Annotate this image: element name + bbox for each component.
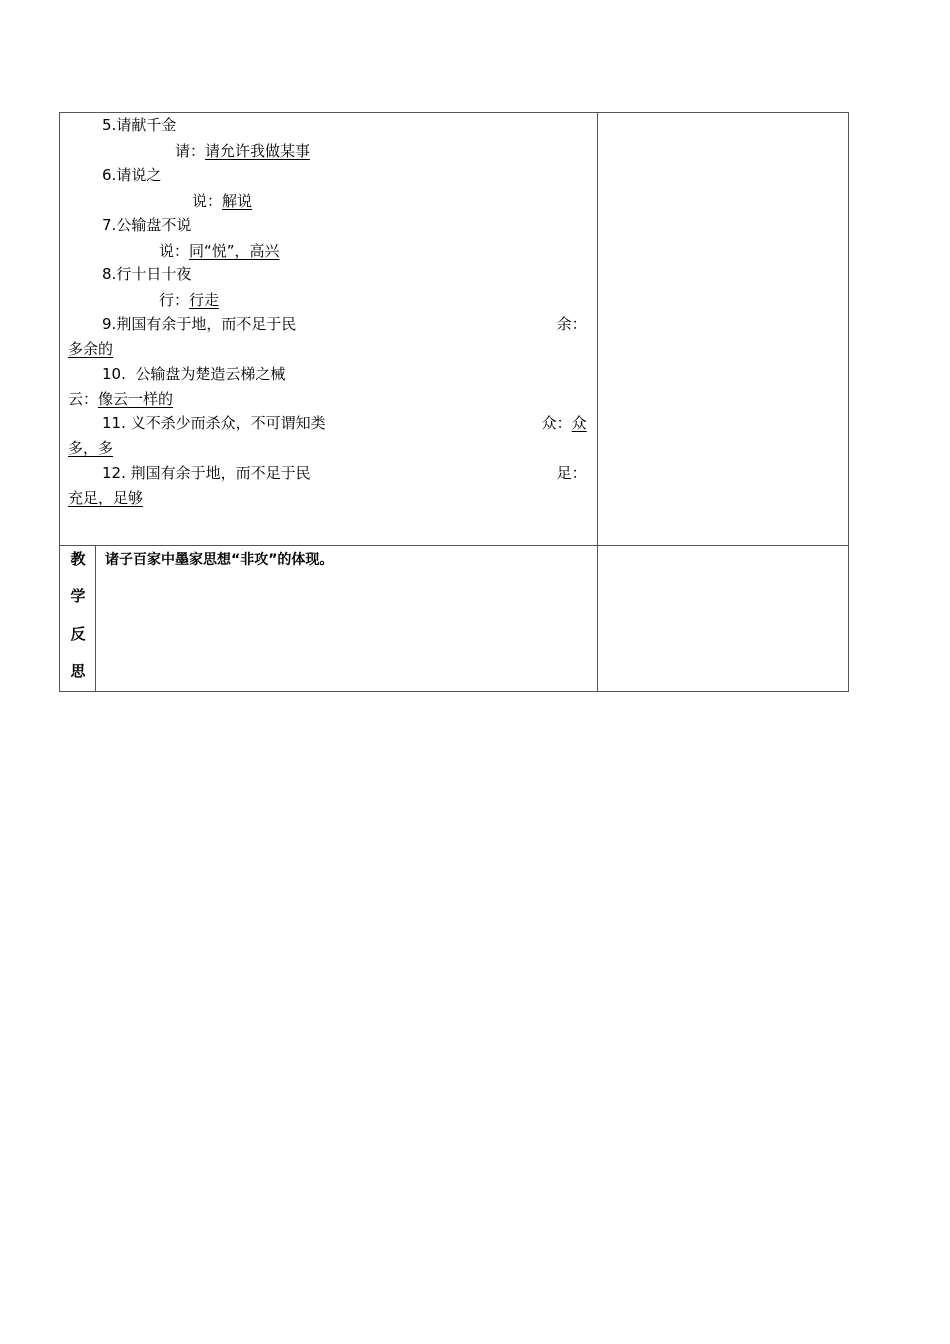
- notes-cell: [60, 113, 598, 546]
- item-11-gloss: [68, 438, 113, 458]
- gloss-key: 说：: [192, 192, 223, 210]
- item-number: 8.: [102, 265, 117, 283]
- gloss-key: 众：: [541, 414, 572, 432]
- reflection-text: 诸子百家中墨家思想“非攻”的体现。: [105, 552, 334, 568]
- item-phrase: 行十日十夜: [116, 265, 192, 283]
- label-char: 思: [70, 662, 86, 680]
- item-phrase: 义不杀少而杀众，不可谓知类: [130, 414, 326, 432]
- item-12-key: 足：: [556, 464, 587, 482]
- item-12-line: [102, 463, 311, 483]
- item-phrase: 公输盘为楚造云梯之械: [135, 365, 286, 383]
- gloss-meaning-start: 众: [571, 414, 587, 432]
- item-5-line: [102, 115, 176, 135]
- item-6-gloss: [192, 191, 252, 211]
- word-notes: [60, 113, 597, 545]
- gloss-meaning: 多，多: [68, 439, 114, 457]
- item-phrase: 请献千金: [116, 116, 177, 134]
- reflection-label: [60, 546, 95, 691]
- gloss-key: 行：: [159, 291, 190, 309]
- item-number: 12.: [102, 464, 126, 482]
- item-phrase: 请说之: [116, 166, 162, 184]
- item-10-line: [102, 364, 285, 384]
- item-phrase: 公输盘不说: [116, 216, 192, 234]
- item-8-line: [102, 264, 191, 284]
- gloss-meaning: 行走: [189, 291, 220, 309]
- gloss-meaning: 请允许我做某事: [205, 142, 311, 160]
- reflection-label-cell: [60, 546, 96, 692]
- label-char: 反: [70, 625, 86, 643]
- item-number: 11.: [102, 414, 126, 432]
- reflection-content-cell: [96, 546, 598, 692]
- item-phrase: 荆国有余于地，而不足于民: [130, 464, 311, 482]
- item-number: 7.: [102, 216, 117, 234]
- gloss-meaning: 同“悦”，高兴: [189, 242, 280, 260]
- item-number: 6.: [102, 166, 117, 184]
- item-number: 5.: [102, 116, 117, 134]
- gloss-meaning: 像云一样的: [98, 390, 174, 408]
- label-char: 教: [70, 550, 86, 568]
- item-11-line: [102, 413, 326, 433]
- gloss-key: 请：: [175, 142, 206, 160]
- gloss-meaning: 充足，足够: [68, 489, 144, 507]
- notes-side-cell: [597, 113, 848, 546]
- gloss-key: 说：: [159, 242, 190, 260]
- item-8-gloss: [159, 290, 219, 310]
- item-6-line: [102, 165, 161, 185]
- gloss-meaning: 多余的: [68, 340, 114, 358]
- item-number: 9.: [102, 315, 117, 333]
- item-11-key: [542, 413, 587, 433]
- gloss-meaning: 解说: [222, 192, 253, 210]
- reflection-row: [60, 546, 849, 692]
- item-7-gloss: [159, 241, 280, 261]
- item-10-gloss: [68, 389, 173, 409]
- label-char: 学: [70, 587, 86, 605]
- item-9-key: 余：: [556, 315, 587, 333]
- item-7-line: [102, 215, 191, 235]
- item-9-line: [102, 314, 296, 334]
- notes-row: [60, 113, 849, 546]
- item-5-gloss: [175, 141, 310, 161]
- gloss-key: 云：: [68, 390, 99, 408]
- item-9-gloss: [68, 339, 113, 359]
- item-phrase: 荆国有余于地，而不足于民: [116, 315, 297, 333]
- reflection-side-cell: [597, 546, 848, 692]
- item-number: 10.: [102, 365, 126, 383]
- item-12-gloss: [68, 488, 143, 508]
- lesson-table: [59, 112, 849, 692]
